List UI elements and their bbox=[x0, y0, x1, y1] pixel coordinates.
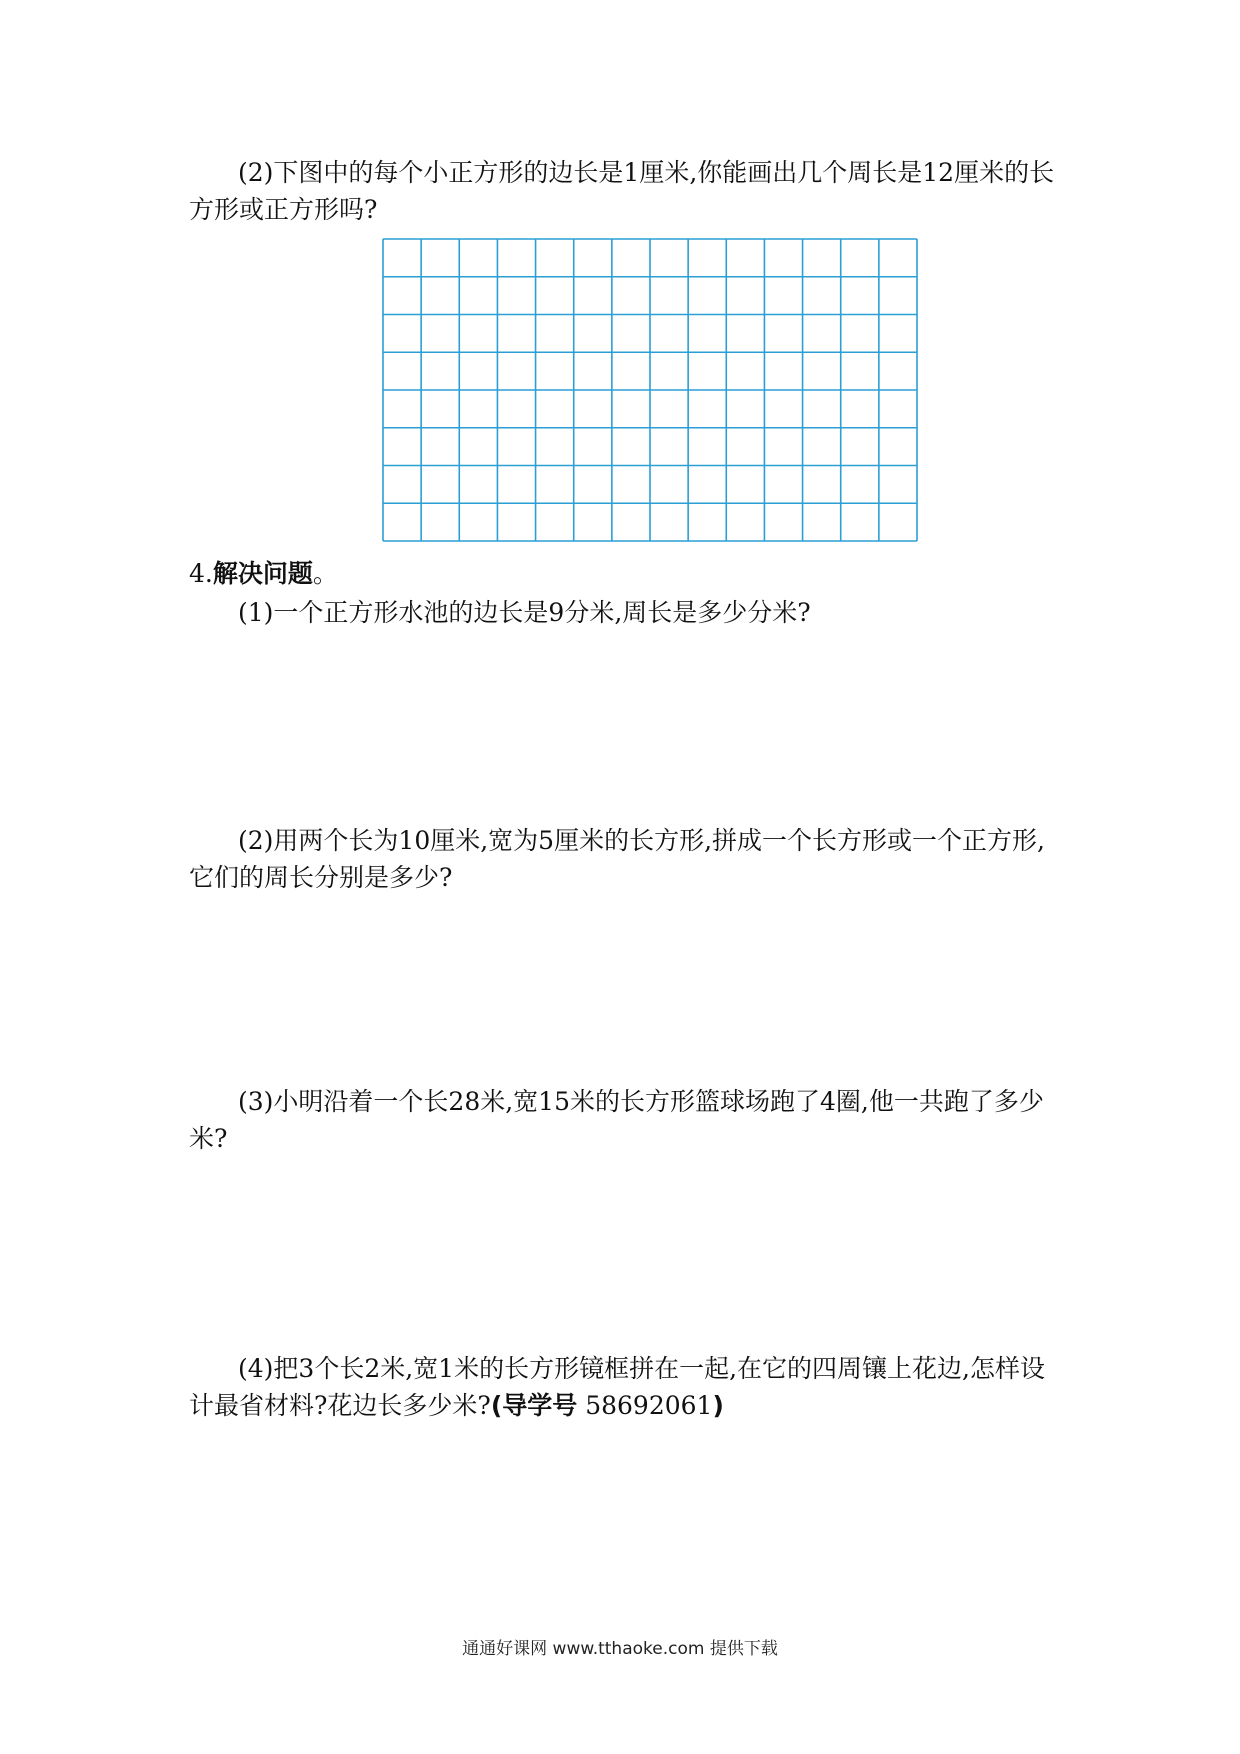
guide-tag-code: 58692061 bbox=[577, 1391, 713, 1420]
guide-tag-close: ) bbox=[712, 1391, 724, 1420]
q4-3-line1: (3)小明沿着一个长28米,宽15米的长方形篮球场跑了4圈,他一共跑了多少 bbox=[238, 1087, 1044, 1116]
q4-2-line1: (2)用两个长为10厘米,宽为5厘米的长方形,拼成一个长方形或一个正方形, bbox=[238, 826, 1045, 855]
q4-4-line2-text: 计最省材料?花边长多少米? bbox=[189, 1391, 491, 1420]
q3-2-line1: (2)下图中的每个小正方形的边长是1厘米,你能画出几个周长是12厘米的长 bbox=[238, 158, 1055, 187]
section-number: 4. bbox=[189, 559, 213, 588]
q3-2-line2: 方形或正方形吗? bbox=[189, 195, 378, 224]
q4-4-line2 bbox=[189, 1387, 724, 1425]
q4-1-line1: (1)一个正方形水池的边长是9分米,周长是多少分米? bbox=[238, 598, 811, 627]
square-grid bbox=[382, 238, 918, 542]
q4-4-line1: (4)把3个长2米,宽1米的长方形镜框拼在一起,在它的四周镶上花边,怎样设 bbox=[238, 1354, 1045, 1383]
q4-2-line2: 它们的周长分别是多少? bbox=[189, 863, 453, 892]
guide-tag-label: 导学号 bbox=[502, 1391, 578, 1420]
section-title: 解决问题 bbox=[212, 559, 313, 588]
q4-3-line2: 米? bbox=[189, 1124, 228, 1153]
section-title-end: 。 bbox=[312, 559, 338, 588]
guide-tag-open: ( bbox=[490, 1391, 503, 1420]
section-4-heading bbox=[189, 555, 338, 593]
footer-credit: 通通好课网 www.tthaoke.com 提供下载 bbox=[462, 1639, 778, 1659]
